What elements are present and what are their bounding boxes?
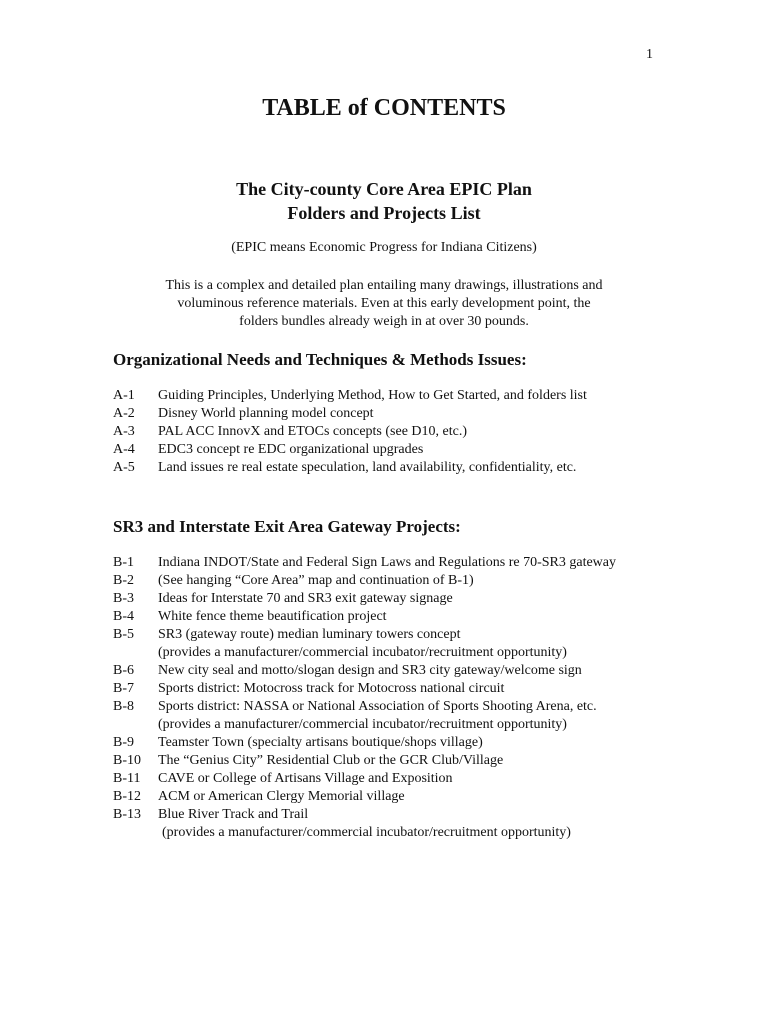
- item-text: Disney World planning model concept: [158, 406, 374, 421]
- item-code: B-7: [113, 681, 134, 696]
- item-text: Sports district: NASSA or National Association of Sports Shooting Arena, etc.: [158, 699, 597, 714]
- item-text: Sports district: Motocross track for Motocross national circuit: [158, 681, 505, 696]
- item-text: White fence theme beautification project: [158, 609, 387, 624]
- plan-title-line-2: Folders and Projects List: [287, 203, 481, 223]
- list-item: [113, 734, 713, 752]
- gateway-projects-list: [113, 554, 713, 842]
- item-code: B-13: [113, 807, 141, 822]
- list-item: [113, 608, 713, 626]
- item-code: B-11: [113, 771, 141, 786]
- item-text: Teamster Town (specialty artisans boutique/shops village): [158, 735, 483, 750]
- list-item: [113, 680, 713, 698]
- item-text: Guiding Principles, Underlying Method, How to Get Started, and folders list: [158, 388, 587, 403]
- item-text: Ideas for Interstate 70 and SR3 exit gateway signage: [158, 591, 453, 606]
- item-code: B-6: [113, 663, 134, 678]
- list-item: [113, 459, 713, 477]
- list-item: [113, 662, 713, 680]
- item-code: B-12: [113, 789, 141, 804]
- list-item: [113, 590, 713, 608]
- item-text: Land issues re real estate speculation, land availability, confidentiality, etc.: [158, 460, 577, 475]
- item-text: SR3 (gateway route) median luminary towers concept: [158, 627, 461, 642]
- list-item: [113, 387, 713, 405]
- item-code: B-8: [113, 699, 134, 714]
- section-heading-gateway-projects: SR3 and Interstate Exit Area Gateway Projects:: [113, 517, 461, 536]
- item-code: [113, 716, 158, 734]
- list-item: [113, 441, 713, 459]
- item-code: B-10: [113, 753, 141, 768]
- item-code: B-3: [113, 591, 134, 606]
- item-text: The “Genius City” Residential Club or the GCR Club/Village: [158, 753, 504, 768]
- item-text: Blue River Track and Trail: [158, 807, 309, 822]
- item-code: A-3: [113, 424, 135, 439]
- list-item-note: [113, 644, 713, 662]
- list-item: [113, 572, 713, 590]
- item-code: A-1: [113, 388, 135, 403]
- item-text: EDC3 concept re EDC organizational upgrades: [158, 442, 424, 457]
- list-item: [113, 752, 713, 770]
- item-text: (See hanging “Core Area” map and continuation of B-1): [158, 573, 474, 588]
- list-item-note: [113, 716, 713, 734]
- item-text: ACM or American Clergy Memorial village: [158, 789, 405, 804]
- item-text: (provides a manufacturer/commercial incubator/recruitment opportunity): [158, 645, 567, 660]
- page-title: TABLE of CONTENTS: [262, 95, 506, 121]
- list-item: [113, 770, 713, 788]
- list-item: [113, 423, 713, 441]
- item-code: B-2: [113, 573, 134, 588]
- item-code: B-1: [113, 555, 134, 570]
- item-text: Indiana INDOT/State and Federal Sign Laws and Regulations re 70-SR3 gateway: [158, 555, 617, 570]
- item-text: PAL ACC InnovX and ETOCs concepts (see D10, etc.): [158, 424, 467, 439]
- intro-line: This is a complex and detailed plan entailing many drawings, illustrations and: [165, 278, 603, 293]
- page-number: 1: [646, 47, 653, 62]
- plan-title-line-1: The City-county Core Area EPIC Plan: [236, 179, 532, 199]
- list-item-note: [113, 824, 713, 842]
- list-item: [113, 788, 713, 806]
- list-item: [113, 626, 713, 644]
- section-heading-organizational: Organizational Needs and Techniques & Methods Issues:: [113, 350, 527, 369]
- item-text: CAVE or College of Artisans Village and Exposition: [158, 771, 453, 786]
- item-code: B-4: [113, 609, 134, 624]
- item-code: B-5: [113, 627, 134, 642]
- item-code: A-4: [113, 442, 135, 457]
- epic-definition-note: (EPIC means Economic Progress for Indiana Citizens): [231, 240, 537, 255]
- item-text: (provides a manufacturer/commercial incubator/recruitment opportunity): [158, 717, 567, 732]
- list-item: [113, 554, 713, 572]
- item-code: A-5: [113, 460, 135, 475]
- intro-line: voluminous reference materials. Even at this early development point, the: [177, 296, 591, 311]
- intro-line: folders bundles already weigh in at over 30 pounds.: [239, 314, 529, 329]
- list-item: [113, 698, 713, 716]
- item-code: [113, 824, 158, 842]
- item-code: [113, 644, 158, 662]
- item-code: B-9: [113, 735, 134, 750]
- list-item: [113, 405, 713, 423]
- intro-paragraph: [0, 277, 768, 331]
- item-text: New city seal and motto/slogan design and SR3 city gateway/welcome sign: [158, 663, 582, 678]
- list-item: [113, 806, 713, 824]
- organizational-items-list: [113, 387, 713, 477]
- item-text: (provides a manufacturer/commercial incubator/recruitment opportunity): [162, 825, 571, 840]
- item-code: A-2: [113, 406, 135, 421]
